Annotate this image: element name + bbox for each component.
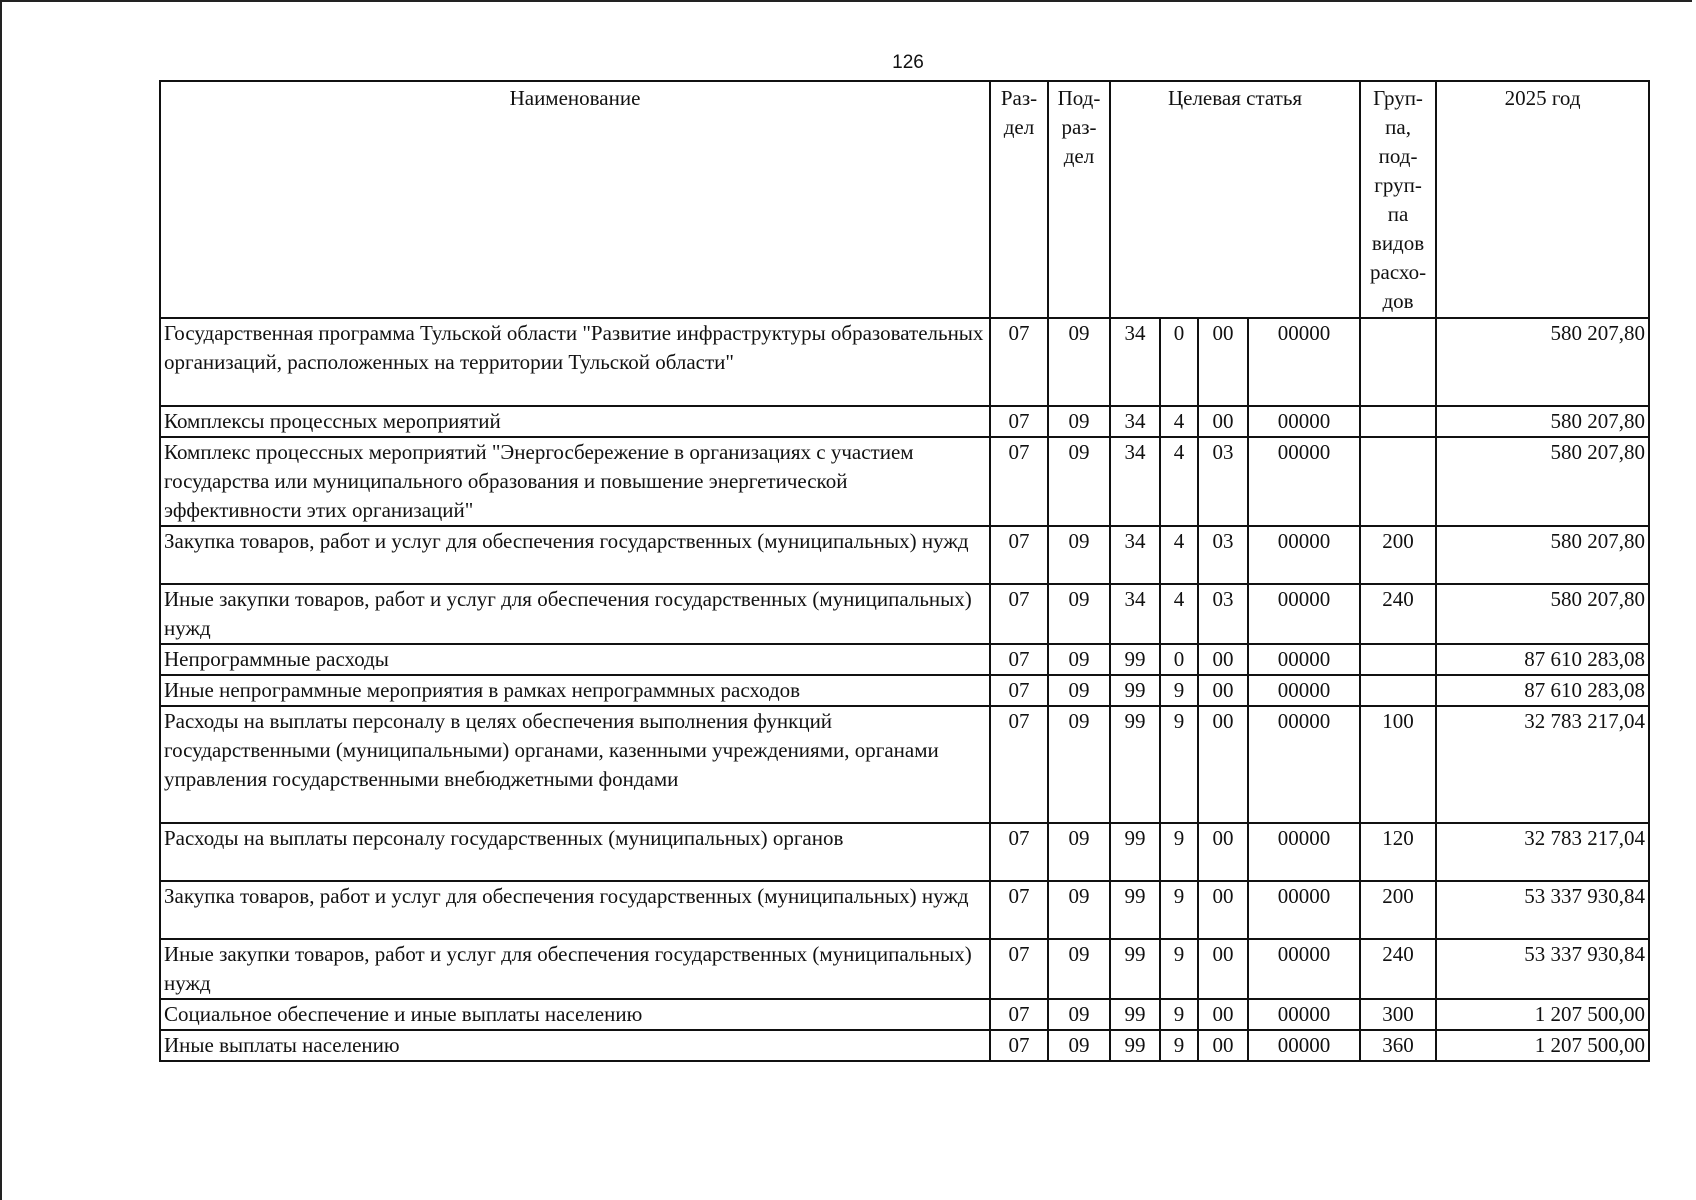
cell-celevaya-subprogram: 00 — [1198, 644, 1248, 675]
cell-vid-rashodov: 200 — [1360, 526, 1436, 584]
cell-vid-rashodov — [1360, 675, 1436, 706]
table-header-row — [160, 81, 1649, 318]
cell-podrazdel: 09 — [1048, 526, 1110, 584]
cell-razdel: 07 — [990, 675, 1048, 706]
header-name: Наименование — [160, 81, 990, 318]
cell-celevaya-program: 34 — [1110, 437, 1160, 526]
page-border-left — [0, 0, 2, 1200]
cell-celevaya-direction: 00000 — [1248, 939, 1360, 999]
cell-celevaya-program: 99 — [1110, 644, 1160, 675]
cell-celevaya-subprogram: 00 — [1198, 406, 1248, 437]
cell-podrazdel: 09 — [1048, 437, 1110, 526]
cell-name: Государственная программа Тульской области "Развитие инфраструктуры образовательных организаций, расположенных на территории Тульской области" — [160, 318, 990, 406]
table-row — [160, 706, 1649, 823]
cell-celevaya-subprogram: 00 — [1198, 1030, 1248, 1061]
cell-sum-2025: 580 207,80 — [1436, 437, 1649, 526]
cell-celevaya-direction: 00000 — [1248, 406, 1360, 437]
table-row — [160, 406, 1649, 437]
cell-name: Иные непрограммные мероприятия в рамках непрограммных расходов — [160, 675, 990, 706]
cell-sum-2025: 580 207,80 — [1436, 318, 1649, 406]
table-row — [160, 675, 1649, 706]
cell-celevaya-direction: 00000 — [1248, 999, 1360, 1030]
cell-celevaya-direction: 00000 — [1248, 318, 1360, 406]
cell-celevaya-subprogram: 03 — [1198, 584, 1248, 644]
cell-name: Закупка товаров, работ и услуг для обеспечения государственных (муниципальных) нужд — [160, 881, 990, 939]
cell-celevaya-subprogram: 00 — [1198, 881, 1248, 939]
cell-celevaya-program: 34 — [1110, 318, 1160, 406]
cell-name: Иные выплаты населению — [160, 1030, 990, 1061]
cell-sum-2025: 87 610 283,08 — [1436, 675, 1649, 706]
cell-sum-2025: 32 783 217,04 — [1436, 823, 1649, 881]
cell-name: Иные закупки товаров, работ и услуг для обеспечения государственных (муниципальных) нужд — [160, 939, 990, 999]
cell-celevaya-type: 4 — [1160, 584, 1198, 644]
cell-celevaya-type: 0 — [1160, 318, 1198, 406]
cell-celevaya-program: 99 — [1110, 1030, 1160, 1061]
cell-celevaya-type: 4 — [1160, 526, 1198, 584]
cell-celevaya-direction: 00000 — [1248, 823, 1360, 881]
cell-sum-2025: 53 337 930,84 — [1436, 881, 1649, 939]
cell-celevaya-direction: 00000 — [1248, 1030, 1360, 1061]
cell-razdel: 07 — [990, 526, 1048, 584]
table-body — [160, 318, 1649, 1061]
cell-razdel: 07 — [990, 318, 1048, 406]
table-row — [160, 881, 1649, 939]
cell-celevaya-subprogram: 00 — [1198, 999, 1248, 1030]
cell-podrazdel: 09 — [1048, 406, 1110, 437]
cell-podrazdel: 09 — [1048, 999, 1110, 1030]
cell-celevaya-program: 34 — [1110, 406, 1160, 437]
page-number: 126 — [892, 52, 924, 73]
cell-vid-rashodov: 300 — [1360, 999, 1436, 1030]
table-row — [160, 318, 1649, 406]
cell-sum-2025: 580 207,80 — [1436, 584, 1649, 644]
cell-celevaya-type: 9 — [1160, 939, 1198, 999]
cell-podrazdel: 09 — [1048, 675, 1110, 706]
cell-vid-rashodov: 120 — [1360, 823, 1436, 881]
cell-razdel: 07 — [990, 644, 1048, 675]
cell-celevaya-type: 9 — [1160, 706, 1198, 823]
cell-vid-rashodov — [1360, 437, 1436, 526]
cell-sum-2025: 1 207 500,00 — [1436, 999, 1649, 1030]
cell-celevaya-program: 99 — [1110, 823, 1160, 881]
cell-celevaya-direction: 00000 — [1248, 437, 1360, 526]
cell-razdel: 07 — [990, 584, 1048, 644]
cell-celevaya-type: 9 — [1160, 999, 1198, 1030]
cell-podrazdel: 09 — [1048, 939, 1110, 999]
cell-podrazdel: 09 — [1048, 706, 1110, 823]
cell-name: Непрограммные расходы — [160, 644, 990, 675]
cell-podrazdel: 09 — [1048, 881, 1110, 939]
page-border-top — [0, 0, 1692, 2]
cell-celevaya-subprogram: 00 — [1198, 706, 1248, 823]
cell-celevaya-type: 9 — [1160, 881, 1198, 939]
cell-razdel: 07 — [990, 999, 1048, 1030]
cell-vid-rashodov: 360 — [1360, 1030, 1436, 1061]
cell-razdel: 07 — [990, 939, 1048, 999]
cell-celevaya-program: 99 — [1110, 706, 1160, 823]
cell-celevaya-subprogram: 00 — [1198, 318, 1248, 406]
cell-celevaya-type: 4 — [1160, 437, 1198, 526]
cell-razdel: 07 — [990, 706, 1048, 823]
cell-name: Комплекс процессных мероприятий "Энергосбережение в организациях с участием государства или муниципального образования и повышение энергетической эффективности этих организаций" — [160, 437, 990, 526]
table-row — [160, 1030, 1649, 1061]
table-row — [160, 526, 1649, 584]
cell-razdel: 07 — [990, 881, 1048, 939]
cell-podrazdel: 09 — [1048, 318, 1110, 406]
cell-celevaya-program: 34 — [1110, 584, 1160, 644]
cell-celevaya-subprogram: 03 — [1198, 437, 1248, 526]
budget-table — [159, 80, 1650, 1062]
cell-name: Расходы на выплаты персоналу государственных (муниципальных) органов — [160, 823, 990, 881]
cell-celevaya-subprogram: 03 — [1198, 526, 1248, 584]
header-razdel: Раз- дел — [990, 81, 1048, 318]
cell-name: Социальное обеспечение и иные выплаты населению — [160, 999, 990, 1030]
cell-celevaya-type: 9 — [1160, 1030, 1198, 1061]
cell-vid-rashodov — [1360, 644, 1436, 675]
cell-sum-2025: 32 783 217,04 — [1436, 706, 1649, 823]
cell-name: Закупка товаров, работ и услуг для обеспечения государственных (муниципальных) нужд — [160, 526, 990, 584]
cell-vid-rashodov — [1360, 318, 1436, 406]
cell-podrazdel: 09 — [1048, 644, 1110, 675]
cell-vid-rashodov: 100 — [1360, 706, 1436, 823]
header-podrazdel: Под- раз- дел — [1048, 81, 1110, 318]
cell-sum-2025: 580 207,80 — [1436, 406, 1649, 437]
cell-sum-2025: 87 610 283,08 — [1436, 644, 1649, 675]
cell-celevaya-direction: 00000 — [1248, 526, 1360, 584]
cell-vid-rashodov — [1360, 406, 1436, 437]
cell-podrazdel: 09 — [1048, 584, 1110, 644]
cell-name: Комплексы процессных мероприятий — [160, 406, 990, 437]
cell-celevaya-direction: 00000 — [1248, 706, 1360, 823]
cell-celevaya-program: 99 — [1110, 999, 1160, 1030]
cell-sum-2025: 1 207 500,00 — [1436, 1030, 1649, 1061]
cell-podrazdel: 09 — [1048, 823, 1110, 881]
cell-celevaya-direction: 00000 — [1248, 675, 1360, 706]
cell-celevaya-program: 99 — [1110, 939, 1160, 999]
cell-podrazdel: 09 — [1048, 1030, 1110, 1061]
cell-celevaya-direction: 00000 — [1248, 644, 1360, 675]
cell-razdel: 07 — [990, 823, 1048, 881]
table-row — [160, 437, 1649, 526]
cell-celevaya-type: 9 — [1160, 675, 1198, 706]
table-row — [160, 584, 1649, 644]
cell-celevaya-type: 9 — [1160, 823, 1198, 881]
cell-celevaya-subprogram: 00 — [1198, 675, 1248, 706]
header-gruppa-vidov-rashodov: Груп- па, под- груп- па видов расхо- дов — [1360, 81, 1436, 318]
cell-celevaya-direction: 00000 — [1248, 881, 1360, 939]
cell-celevaya-subprogram: 00 — [1198, 939, 1248, 999]
cell-celevaya-subprogram: 00 — [1198, 823, 1248, 881]
cell-sum-2025: 53 337 930,84 — [1436, 939, 1649, 999]
table-row — [160, 939, 1649, 999]
cell-name: Расходы на выплаты персоналу в целях обеспечения выполнения функций государственными (муниципальными) органами, казенными учреждениями, органами управления государственными внебюджетными фондами — [160, 706, 990, 823]
cell-razdel: 07 — [990, 406, 1048, 437]
cell-name: Иные закупки товаров, работ и услуг для обеспечения государственных (муниципальных) нужд — [160, 584, 990, 644]
cell-celevaya-type: 4 — [1160, 406, 1198, 437]
cell-celevaya-direction: 00000 — [1248, 584, 1360, 644]
cell-sum-2025: 580 207,80 — [1436, 526, 1649, 584]
table-row — [160, 644, 1649, 675]
cell-celevaya-program: 99 — [1110, 675, 1160, 706]
cell-razdel: 07 — [990, 437, 1048, 526]
cell-celevaya-program: 34 — [1110, 526, 1160, 584]
cell-vid-rashodov: 240 — [1360, 939, 1436, 999]
cell-vid-rashodov: 240 — [1360, 584, 1436, 644]
header-celevaya-statya: Целевая статья — [1110, 81, 1360, 318]
header-year-2025: 2025 год — [1436, 81, 1649, 318]
cell-celevaya-type: 0 — [1160, 644, 1198, 675]
cell-razdel: 07 — [990, 1030, 1048, 1061]
table-row — [160, 999, 1649, 1030]
table-row — [160, 823, 1649, 881]
cell-vid-rashodov: 200 — [1360, 881, 1436, 939]
cell-celevaya-program: 99 — [1110, 881, 1160, 939]
